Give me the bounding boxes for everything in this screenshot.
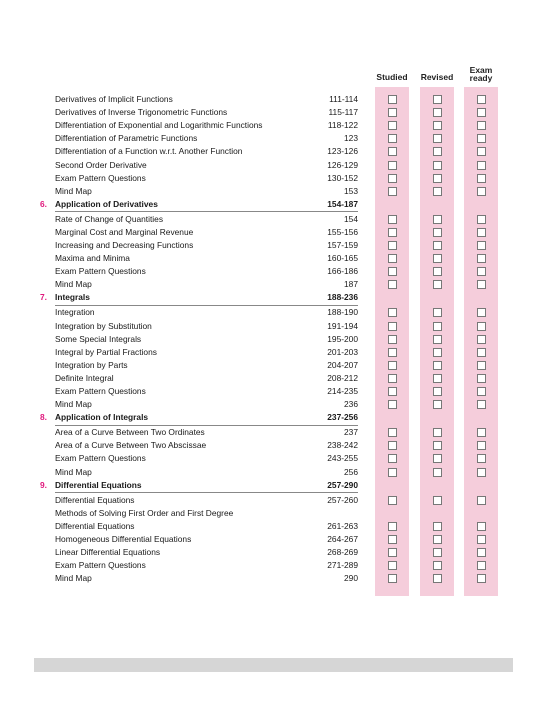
exam-ready-checkbox[interactable] (477, 280, 486, 289)
studied-checkbox[interactable] (388, 267, 397, 276)
page-range: 111-114 (329, 94, 358, 104)
topic-title: Second Order Derivative (55, 159, 147, 170)
studied-checkbox[interactable] (388, 454, 397, 463)
exam-ready-checkbox[interactable] (477, 574, 486, 583)
studied-checkbox[interactable] (388, 361, 397, 370)
studied-checkbox[interactable] (388, 95, 397, 104)
exam-ready-checkbox[interactable] (477, 108, 486, 117)
revised-checkbox[interactable] (433, 228, 442, 237)
revised-checkbox[interactable] (433, 322, 442, 331)
studied-checkbox[interactable] (388, 561, 397, 570)
exam-ready-checkbox[interactable] (477, 161, 486, 170)
exam-ready-checkbox[interactable] (477, 374, 486, 383)
exam-ready-checkbox[interactable] (477, 228, 486, 237)
page-range: 188-236 (327, 292, 358, 303)
toc-row (40, 145, 358, 158)
toc-row (40, 93, 358, 106)
chapter-number: 9. (40, 479, 47, 490)
page-range: 153 (344, 185, 358, 196)
toc-row (40, 159, 358, 172)
toc-row (40, 520, 358, 533)
studied-checkbox[interactable] (388, 548, 397, 557)
revised-checkbox[interactable] (433, 374, 442, 383)
exam-ready-checkbox[interactable] (477, 335, 486, 344)
page-range: 130-152 (327, 172, 358, 183)
studied-checkbox[interactable] (388, 280, 397, 289)
toc-row (40, 185, 358, 198)
toc-row (40, 226, 358, 239)
studied-checkbox[interactable] (388, 522, 397, 531)
page-range: 238-242 (327, 440, 358, 451)
revised-checkbox[interactable] (433, 496, 442, 505)
page-range: 208-212 (327, 372, 358, 383)
chapter-number: 7. (40, 292, 47, 303)
studied-checkbox[interactable] (388, 121, 397, 130)
exam-ready-checkbox[interactable] (477, 254, 486, 263)
exam-ready-checkbox[interactable] (477, 561, 486, 570)
chapter-row (40, 291, 358, 304)
page-range: 236 (344, 399, 358, 410)
page-range: 154-187 (327, 198, 358, 209)
exam-ready-checkbox[interactable] (477, 496, 486, 505)
revised-checkbox[interactable] (433, 548, 442, 557)
studied-checkbox[interactable] (388, 254, 397, 263)
studied-checkbox[interactable] (388, 161, 397, 170)
revised-checkbox[interactable] (433, 441, 442, 450)
chapter-title: Differential Equations (55, 479, 142, 490)
revised-checkbox[interactable] (433, 187, 442, 196)
header-revised: Revised (420, 72, 454, 82)
chapter-number: 6. (40, 198, 47, 209)
topic-title: Mind Map (55, 185, 92, 196)
page-range: 195-200 (327, 333, 358, 344)
revised-checkbox[interactable] (433, 134, 442, 143)
toc-row (40, 385, 358, 398)
studied-checkbox[interactable] (388, 428, 397, 437)
chapter-title: Application of Integrals (55, 412, 149, 423)
footer-bar (34, 658, 513, 672)
page-range: 191-194 (327, 320, 358, 331)
exam-ready-checkbox[interactable] (477, 95, 486, 104)
revised-checkbox[interactable] (433, 174, 442, 183)
page-range: 290 (344, 573, 358, 584)
page-range: 154 (344, 213, 358, 224)
studied-checkbox[interactable] (388, 174, 397, 183)
topic-title: Derivatives of Inverse Trigonometric Functions (55, 107, 228, 118)
studied-checkbox[interactable] (388, 348, 397, 357)
toc-row (40, 572, 358, 585)
studied-checkbox[interactable] (388, 574, 397, 583)
page-range: 118-122 (327, 120, 358, 131)
toc-row (40, 252, 358, 265)
exam-ready-checkbox[interactable] (477, 147, 486, 156)
toc-row (40, 239, 358, 252)
page-range: 237 (344, 427, 358, 438)
page-range: 188-190 (327, 307, 358, 318)
topic-title: Integral by Partial Fractions (55, 346, 157, 357)
exam-ready-checkbox[interactable] (477, 548, 486, 557)
page-range: 160-165 (327, 253, 358, 264)
studied-checkbox[interactable] (388, 535, 397, 544)
page-range: 166-186 (327, 266, 358, 277)
studied-checkbox[interactable] (388, 308, 397, 317)
revised-checkbox[interactable] (433, 95, 442, 104)
revised-checkbox[interactable] (433, 454, 442, 463)
topic-title: Marginal Cost and Marginal Revenue (55, 226, 194, 237)
toc-row (40, 132, 358, 145)
studied-checkbox[interactable] (388, 468, 397, 477)
studied-checkbox[interactable] (388, 322, 397, 331)
revised-checkbox[interactable] (433, 522, 442, 531)
toc-row (40, 507, 358, 520)
toc-row (40, 426, 358, 439)
revised-checkbox[interactable] (433, 267, 442, 276)
page-range: 257-260 (327, 494, 358, 505)
topic-title: Exam Pattern Questions (55, 560, 146, 571)
revised-checkbox[interactable] (433, 348, 442, 357)
exam-ready-checkbox[interactable] (477, 187, 486, 196)
studied-checkbox[interactable] (388, 215, 397, 224)
topic-title: Differential Equations (55, 494, 135, 505)
exam-ready-checkbox[interactable] (477, 215, 486, 224)
exam-ready-checkbox[interactable] (477, 348, 486, 357)
exam-ready-checkbox[interactable] (477, 361, 486, 370)
page-range: 155-156 (327, 226, 358, 237)
toc-row (40, 372, 358, 385)
page-range: 237-256 (327, 412, 358, 423)
exam-ready-checkbox[interactable] (477, 387, 486, 396)
topic-title: Linear Differential Equations (55, 547, 161, 557)
toc-row (40, 306, 358, 319)
exam-ready-checkbox[interactable] (477, 174, 486, 183)
toc-row (40, 559, 358, 572)
studied-checkbox[interactable] (388, 241, 397, 250)
topic-title: Increasing and Decreasing Functions (55, 240, 194, 250)
toc-row (40, 213, 358, 226)
toc-row (40, 346, 358, 359)
revised-checkbox[interactable] (433, 387, 442, 396)
exam-ready-checkbox[interactable] (477, 454, 486, 463)
revised-checkbox[interactable] (433, 121, 442, 130)
toc-row (40, 320, 358, 333)
toc-row (40, 439, 358, 452)
studied-checkbox[interactable] (388, 108, 397, 117)
chapter-title: Integrals (55, 292, 90, 303)
page-range: 271-289 (327, 560, 358, 571)
page-range: 204-207 (327, 359, 358, 370)
exam-ready-checkbox[interactable] (477, 121, 486, 130)
chapter-row (40, 198, 358, 211)
page-range: 157-159 (327, 240, 358, 250)
page-range: 268-269 (327, 547, 358, 557)
topic-title: Area of a Curve Between Two Abscissae (55, 440, 207, 451)
topic-title: Differentiation of Parametric Functions (55, 133, 198, 144)
header-studied: Studied (376, 72, 408, 82)
topic-title: Integration by Substitution (55, 320, 152, 331)
toc-row (40, 398, 358, 411)
revised-checkbox[interactable] (433, 108, 442, 117)
exam-ready-checkbox[interactable] (477, 267, 486, 276)
page-range: 115-117 (328, 107, 358, 118)
toc-row (40, 466, 358, 479)
revised-checkbox[interactable] (433, 147, 442, 156)
topic-title: Rate of Change of Quantities (55, 213, 164, 224)
studied-checkbox[interactable] (388, 187, 397, 196)
topic-title: Exam Pattern Questions (55, 453, 146, 464)
exam-ready-checkbox[interactable] (477, 428, 486, 437)
exam-ready-checkbox[interactable] (477, 308, 486, 317)
page-range: 123-126 (327, 146, 358, 157)
toc-row (40, 452, 358, 465)
toc-row (40, 494, 358, 507)
exam-ready-checkbox[interactable] (477, 322, 486, 331)
toc-row (40, 119, 358, 132)
page-range: 201-203 (327, 346, 358, 357)
chapter-number: 8. (40, 412, 47, 423)
studied-checkbox[interactable] (388, 335, 397, 344)
exam-ready-checkbox[interactable] (477, 441, 486, 450)
toc-row (40, 359, 358, 372)
topic-title: Exam Pattern Questions (55, 266, 146, 277)
topic-title: Mind Map (55, 573, 92, 584)
exam-ready-checkbox[interactable] (477, 522, 486, 531)
revised-checkbox[interactable] (433, 468, 442, 477)
topic-title: Maxima and Minima (55, 253, 130, 264)
topic-title: Mind Map (55, 279, 92, 290)
toc-row (40, 333, 358, 346)
revised-checkbox[interactable] (433, 400, 442, 409)
topic-title: Mind Map (55, 466, 92, 477)
page-range: 261-263 (327, 520, 358, 531)
revised-checkbox[interactable] (433, 254, 442, 263)
page-range: 123 (344, 133, 358, 144)
topic-title: Differential Equations (55, 520, 135, 531)
studied-checkbox[interactable] (388, 496, 397, 505)
revised-checkbox[interactable] (433, 161, 442, 170)
chapter-row (40, 479, 358, 492)
studied-checkbox[interactable] (388, 147, 397, 156)
revised-checkbox[interactable] (433, 335, 442, 344)
studied-checkbox[interactable] (388, 441, 397, 450)
exam-ready-checkbox[interactable] (477, 400, 486, 409)
revised-checkbox[interactable] (433, 535, 442, 544)
revised-checkbox[interactable] (433, 280, 442, 289)
page-range: 243-255 (327, 453, 358, 464)
topic-title: Area of a Curve Between Two Ordinates (55, 427, 205, 438)
revised-checkbox[interactable] (433, 241, 442, 250)
toc-row (40, 533, 358, 546)
topic-title: Mind Map (55, 399, 92, 410)
page-range: 214-235 (327, 386, 358, 396)
topic-title: Methods of Solving First Order and First Degree (55, 507, 234, 518)
revised-checkbox[interactable] (433, 361, 442, 370)
toc-row (40, 546, 358, 559)
toc-row (40, 278, 358, 291)
revised-checkbox[interactable] (433, 308, 442, 317)
topic-title: Some Special Integrals (55, 333, 142, 344)
chapter-title: Application of Derivatives (55, 198, 158, 209)
page-range: 257-290 (327, 479, 358, 490)
studied-checkbox[interactable] (388, 134, 397, 143)
exam-ready-checkbox[interactable] (477, 535, 486, 544)
topic-title: Homogeneous Differential Equations (55, 533, 192, 544)
studied-checkbox[interactable] (388, 387, 397, 396)
topic-title: Integration (55, 307, 95, 318)
revised-checkbox[interactable] (433, 574, 442, 583)
studied-checkbox[interactable] (388, 400, 397, 409)
topic-title: Exam Pattern Questions (55, 386, 146, 396)
exam-ready-checkbox[interactable] (477, 134, 486, 143)
toc-row (40, 172, 358, 185)
header-exam-ready: Exam ready (469, 65, 493, 83)
studied-checkbox[interactable] (388, 228, 397, 237)
chapter-row (40, 411, 358, 424)
revised-checkbox[interactable] (433, 561, 442, 570)
topic-title: Exam Pattern Questions (55, 172, 146, 183)
topic-title: Differentiation of a Function w.r.t. Another Function (55, 146, 243, 157)
topic-title: Derivatives of Implicit Functions (55, 94, 173, 104)
page-range: 187 (344, 279, 358, 290)
exam-ready-checkbox[interactable] (477, 241, 486, 250)
topic-title: Integration by Parts (55, 359, 128, 370)
topic-title: Definite Integral (55, 372, 114, 383)
revised-checkbox[interactable] (433, 215, 442, 224)
studied-checkbox[interactable] (388, 374, 397, 383)
revised-checkbox[interactable] (433, 428, 442, 437)
topic-title: Differentiation of Exponential and Logarithmic Functions (55, 120, 263, 131)
exam-ready-checkbox[interactable] (477, 468, 486, 477)
page-range: 264-267 (327, 533, 358, 544)
toc-row (40, 106, 358, 119)
page-range: 126-129 (327, 159, 358, 170)
toc-row (40, 265, 358, 278)
page-range: 256 (344, 466, 358, 477)
